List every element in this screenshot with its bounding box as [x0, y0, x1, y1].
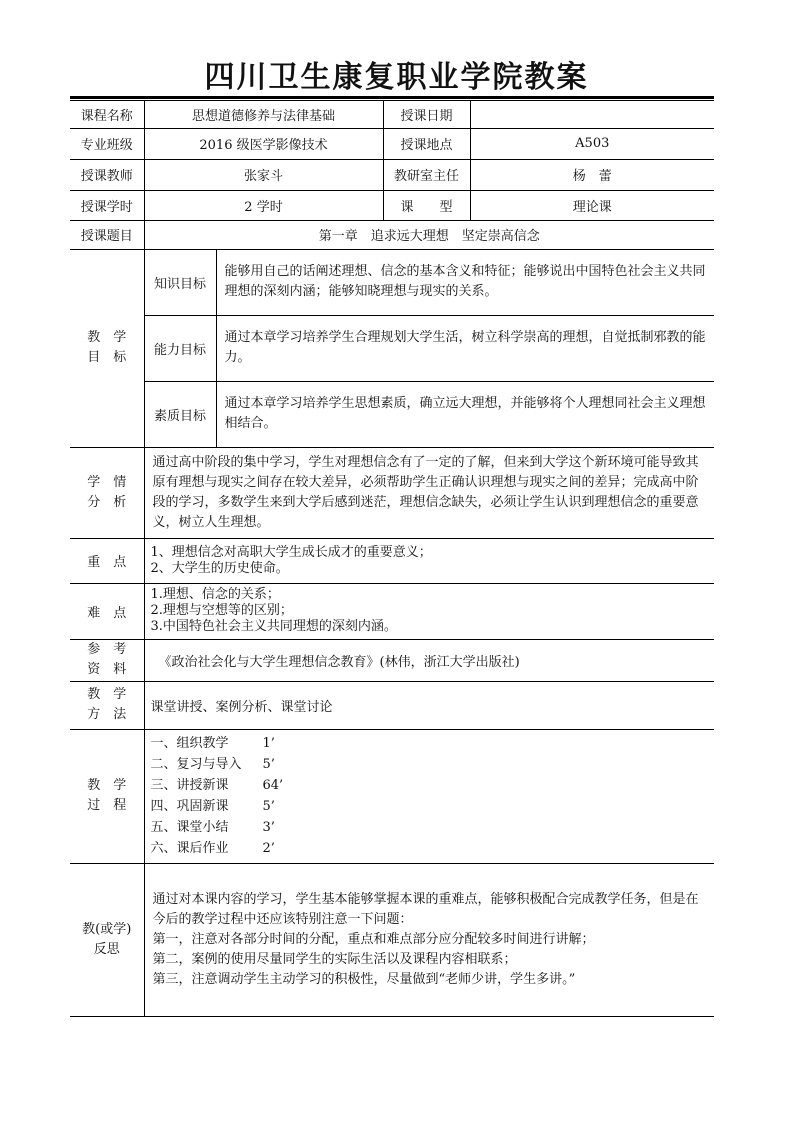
row-key-points	[70, 538, 714, 583]
lesson-type-label: 课 型	[383, 190, 470, 220]
topic-value: 第一章 追求远大理想 坚定崇高信念	[144, 220, 714, 249]
row-methods	[70, 681, 714, 729]
knowledge-objective-label: 知识目标	[144, 249, 216, 315]
teacher-value: 张家斗	[144, 159, 383, 190]
analysis-text: 通过高中阶段的集中学习，学生对理想信念有了一定的了解，但来到大学这个新环境可能导致其原有理想与现实之间存在较大差异，必须帮助学生正确认识理想与现实之间的差异；完成高中阶段的学习，多数学生来到大学后感到迷茫，理想信念缺失，必须让学生认识到理想信念的重要意义，树立人生理想。	[144, 447, 714, 538]
process-label: 教 学 过 程	[70, 729, 144, 863]
teacher-label: 授课教师	[70, 159, 144, 190]
knowledge-objective-text: 能够用自己的话阐述理想、信念的基本含义和特征；能够说出中国特色社会主义共同理想的深刻内涵；能够知晓理想与现实的关系。	[216, 249, 714, 315]
reflection-paragraph: 第一，注意对各部分时间的分配，重点和难点部分应分配较多时间进行讲解；	[152, 931, 595, 947]
row-difficulties	[70, 583, 714, 639]
row-process	[70, 729, 714, 863]
methods-text: 课堂讲授、案例分析、课堂讨论	[144, 681, 714, 729]
title-rule-thick	[70, 96, 714, 99]
ability-objective-text: 通过本章学习培养学生合理规划大学生活，树立科学崇高的理想，自觉抵制邪教的能力。	[216, 315, 714, 381]
row-hours	[70, 190, 714, 220]
key-points-list	[144, 538, 714, 583]
process-step: 三、讲授新课 64’	[150, 778, 284, 793]
row-class	[70, 128, 714, 159]
list-item: 3.中国特色社会主义共同理想的深刻内涵。	[150, 619, 397, 634]
difficulties-list	[144, 583, 714, 639]
ability-objective-label: 能力目标	[144, 315, 216, 381]
references-label: 参 考 资 料	[70, 639, 144, 681]
key-points-label: 重 点	[70, 538, 144, 583]
process-step: 四、巩固新课 5’	[150, 799, 275, 814]
row-objective-knowledge	[70, 249, 714, 315]
row-teacher	[70, 159, 714, 190]
hours-label: 授课学时	[70, 190, 144, 220]
class-value: 2016 级医学影像技术	[144, 128, 383, 159]
difficulties-label: 难 点	[70, 583, 144, 639]
class-label: 专业班级	[70, 128, 144, 159]
location-label: 授课地点	[383, 128, 470, 159]
methods-label: 教 学 方 法	[70, 681, 144, 729]
quality-objective-text: 通过本章学习培养学生思想素质，确立远大理想，并能够将个人理想同社会主义理想相结合。	[216, 381, 714, 447]
list-item: 2、大学生的历史使命。	[150, 560, 289, 576]
course-name-value: 思想道德修养与法律基础	[144, 101, 383, 128]
director-value: 杨 蕾	[470, 159, 714, 190]
reflection-text	[144, 863, 714, 1016]
process-step: 一、组织教学 1’	[150, 736, 275, 751]
objectives-label: 教 学 目 标	[70, 249, 144, 447]
quality-objective-label: 素质目标	[144, 381, 216, 447]
topic-label: 授课题目	[70, 220, 144, 249]
row-objective-quality	[70, 381, 714, 447]
location-value: A503	[470, 128, 714, 159]
process-steps	[144, 729, 714, 863]
lesson-type-value: 理论课	[470, 190, 714, 220]
hours-value: 2 学时	[144, 190, 383, 220]
analysis-label: 学 情 分 析	[70, 447, 144, 538]
row-course-name	[70, 101, 714, 128]
list-item: 2.理想与空想等的区别；	[150, 603, 293, 618]
row-analysis	[70, 447, 714, 538]
process-step: 六、课后作业 2’	[150, 841, 275, 856]
reflection-paragraph: 通过对本课内容的学习，学生基本能够掌握本课的重难点，能够积极配合完成教学任务，但是在今后的教学过程中还应该特别注意一下问题：	[152, 891, 699, 927]
list-item: 1.理想、信念的关系；	[150, 587, 280, 602]
lecture-date-value	[470, 101, 714, 128]
lecture-date-label: 授课日期	[383, 101, 470, 128]
row-reflection	[70, 863, 714, 1016]
row-objective-ability	[70, 315, 714, 381]
reflection-paragraph: 第二，案例的使用尽量同学生的实际生活以及课程内容相联系；	[152, 951, 517, 967]
reflection-label: 教(或学) 反思	[70, 863, 144, 1016]
row-references	[70, 639, 714, 681]
process-step: 五、课堂小结 3’	[150, 820, 275, 835]
reflection-paragraph: 第三，注意调动学生主动学习的积极性，尽量做到“老师少讲，学生多讲。”	[152, 971, 576, 987]
page-title: 四川卫生康复职业学院教案	[204, 60, 589, 95]
row-topic	[70, 220, 714, 249]
references-text: 《政治社会化与大学生理想信念教育》(林伟，浙江大学出版社)	[144, 639, 714, 681]
director-label: 教研室主任	[383, 159, 470, 190]
course-name-label: 课程名称	[70, 101, 144, 128]
list-item: 1、理想信念对高职大学生成长成才的重要意义；	[150, 544, 432, 560]
lesson-plan-table	[70, 101, 714, 1017]
process-step: 二、复习与导入 5’	[150, 757, 275, 772]
